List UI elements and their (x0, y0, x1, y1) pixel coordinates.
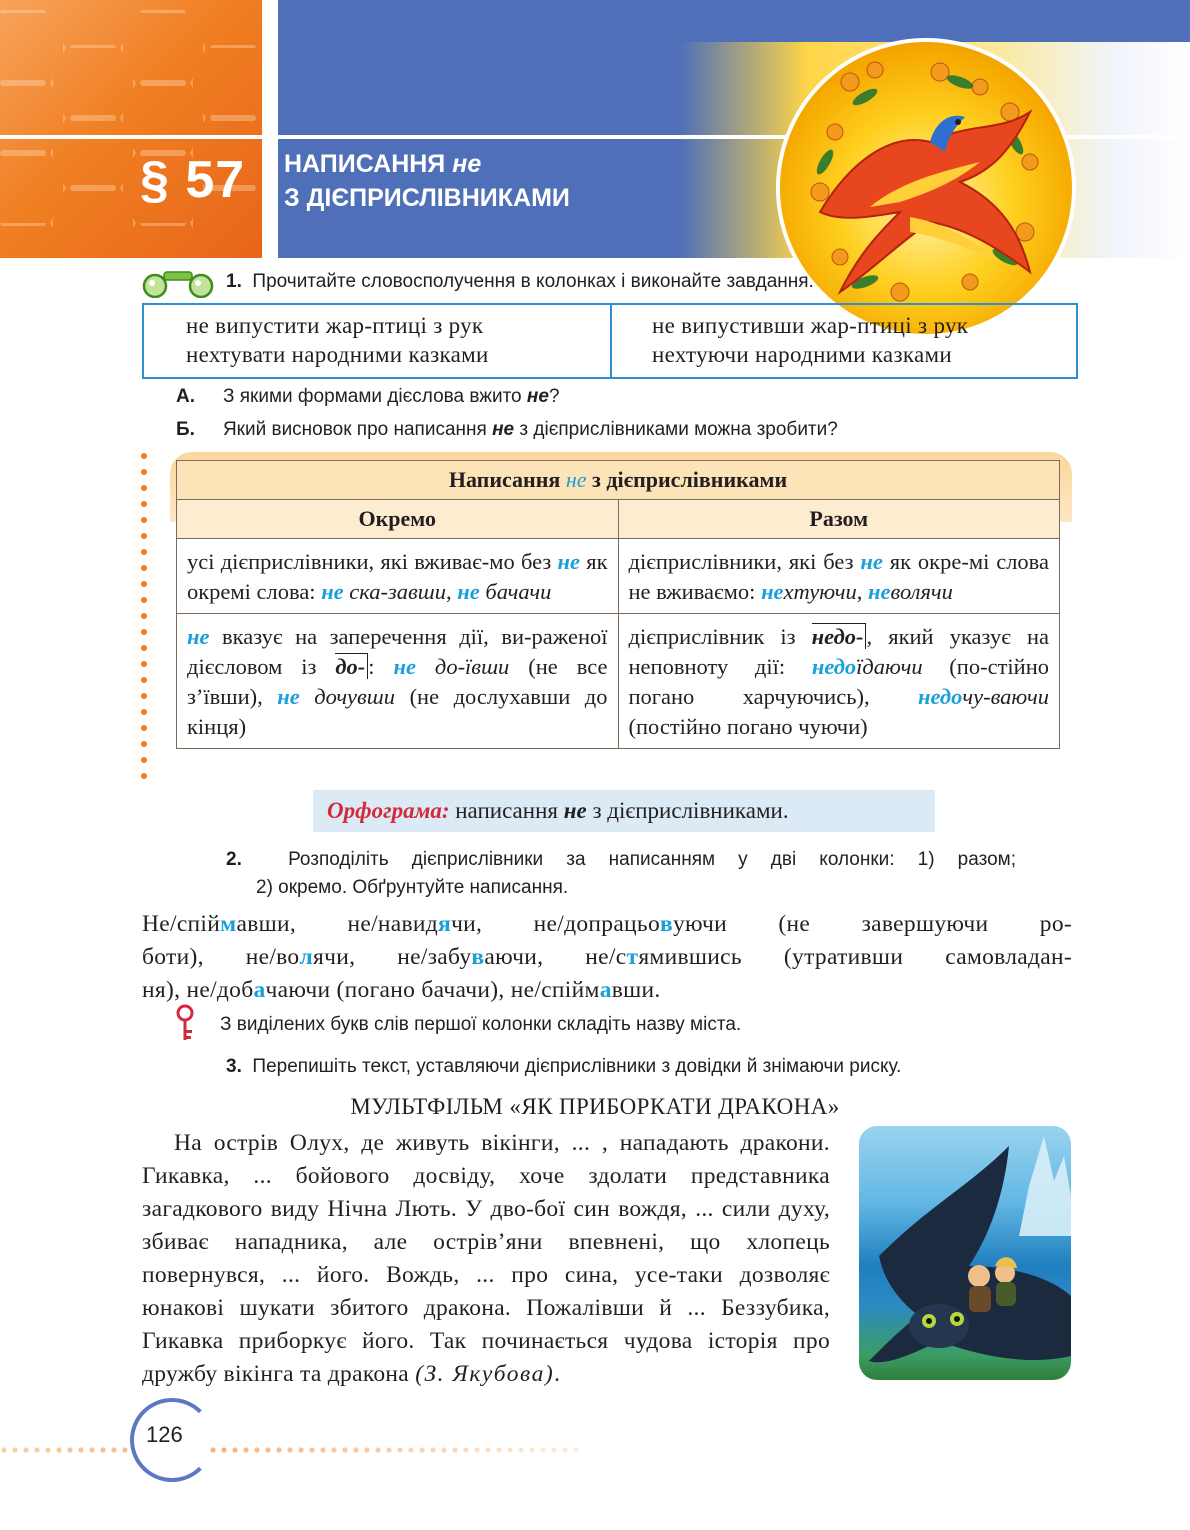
section-title-line2: З ДІЄПРИСЛІВНИКАМИ (284, 184, 570, 212)
phrase: не випустити жар-птиці з рук (186, 313, 484, 338)
rule-table (176, 460, 1060, 749)
exercise-1-columns (142, 303, 1078, 379)
exercise-2-instruction: 2. Розподіліть дієприслівники за написанням у дві колонки: 1) разом; 2) окремо. Обґрунтуйте написання. (226, 849, 1016, 898)
rule-cell: дієприслівники, які без не як окре-мі слова не вживаємо: нехтуючи, неволячи (618, 539, 1060, 614)
section-title-line1: НАПИСАННЯ не (284, 150, 482, 178)
orthogram-banner: Орфограма: написання не з дієприслівниками. (313, 790, 935, 832)
rule-table-title: Написання не з дієприслівниками (177, 461, 1060, 500)
dotted-margin-line (140, 452, 148, 782)
page-number: 126 (146, 1422, 183, 1447)
words-line: ня), не/добачаючи (погано бачачи), не/спіймавши. (142, 977, 661, 1003)
column-header-together: Разом (618, 500, 1060, 539)
exercise-2-words (142, 908, 1072, 1007)
binoculars-icon (140, 268, 216, 298)
column-gerunds (610, 305, 1076, 377)
key-icon (173, 1004, 197, 1042)
question-b: Б. Який висновок про написання не з дієприслівниками можна зробити? (176, 419, 838, 440)
rule-cell: усі дієприслівники, які вживає-мо без не як окремі слова: не ска-завши, не бачачи (177, 539, 619, 614)
column-header-separate: Окремо (177, 500, 619, 539)
phrase: нехтувати народними казками (186, 342, 489, 367)
firebird-illustration (776, 38, 1076, 338)
footer-dotted-line (0, 1446, 590, 1454)
rule-cell: дієприслівник із недо- , який указує на неповноту дії: недоїдаючи (по-стійно погано харчуючись), недочу-ваючи (постійно погано чуючи) (618, 614, 1060, 749)
question-a: А. З якими формами дієслова вжито не? (176, 386, 560, 407)
column-verbs (144, 305, 610, 377)
phrase: нехтуючи народними казками (652, 342, 952, 367)
exercise-3-instruction: 3. Перепишіть текст, уставляючи дієприслівники з довідки й знімаючи риску. (226, 1056, 902, 1077)
story-title: МУЛЬТФІЛЬМ «ЯК ПРИБОРКАТИ ДРАКОНА» (350, 1094, 840, 1119)
exercise-1-instruction: 1. Прочитайте словосполучення в колонках і виконайте завдання. (226, 271, 814, 292)
rule-cell: не вказує на заперечення дії, ви-раженої дієсловом із до- : не до-ївши (не все з’ївши), не дочувши (не дослухавши до кінця) (177, 614, 619, 749)
key-task: З виділених букв слів першої колонки складіть назву міста. (220, 1014, 742, 1035)
words-line: Не/спіймавши, не/навидячи, не/допрацьовуючи (не завершуючи ро- (142, 911, 1072, 937)
header-vertical-divider (262, 0, 278, 258)
header-orange-panel (0, 0, 262, 258)
words-line: боти), не/волячи, не/забуваючи, не/стямившись (утративши самовладан- (142, 944, 1073, 970)
dragon-movie-image (859, 1126, 1071, 1380)
section-number: § 57 (140, 151, 246, 209)
phrase: не випустивши жар-птиці з рук (652, 313, 969, 338)
story-text: На острів Олух, де живуть вікінги, ... , нападають дракони. Гикавка, ... бойового досвіду, хоче здолати представника загадкового виду Нічна Лють. У дво-бої син вождя, ... сили духу, збиває нападника, але острів’яни впевнені, що хлопець повернувся, ... його. Вождь, ... про сина, усе-таки дозволяє юнакові шукати збитого дракона. Пожалівши й ... Беззубика, Гикавка приборкує його. Так починається чудова історія про дружбу вікінга та дракона (З. Якубова). (142, 1130, 830, 1387)
